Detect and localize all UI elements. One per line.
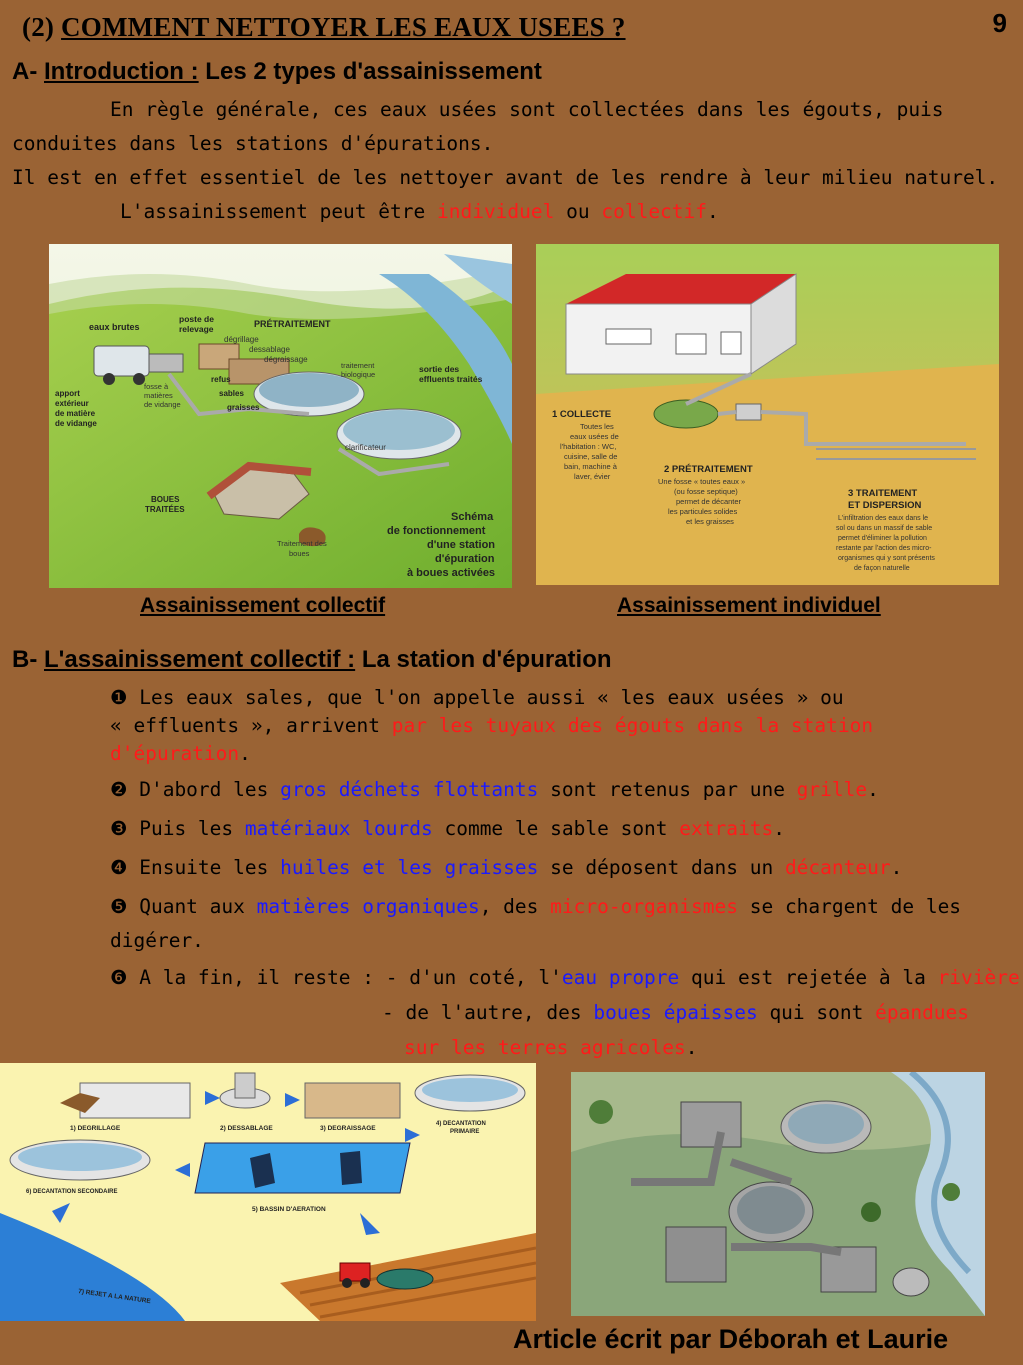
label-fosse: matières [144,391,173,400]
label-traitement-desc: L'infiltration des eaux dans le [838,515,929,522]
treatment-process-image [0,1063,536,1321]
step-text: qui sont [757,1001,876,1024]
label-traitement-boues: boues [289,549,310,558]
label-pretraitement: PRÉTRAITEMENT [254,319,331,329]
label-eaux-brutes: eaux brutes [89,322,140,332]
station-aerial-image [571,1072,985,1316]
step-highlight: sur les terres agricoles [404,1036,686,1059]
step-text: qui est rejetée à la [679,966,938,989]
step-text: sont retenus par une [538,778,797,801]
step-highlight: d'épuration [110,742,240,765]
label-traitement-desc: sol ou dans un massif de sable [836,525,933,532]
schema-title: d'épuration [435,553,495,565]
step-highlight: extraits [679,817,774,840]
step-6-line-3 [404,1031,698,1065]
label-clarificateur: clarificateur [345,443,386,452]
caption-collectif: Assainissement collectif [140,594,386,617]
label-graisses: graisses [227,403,260,412]
intro-text: L'assainissement peut être [120,200,437,223]
label-sortie: effluents traités [419,374,483,384]
title-prefix: (2) [22,12,62,42]
step-marker: ❻ [110,966,128,989]
label-decantation-primaire: 4) DECANTATION [436,1121,486,1127]
label-traitement: 3 TRAITEMENT [848,488,918,499]
label-collecte-desc: eaux usées de [570,432,619,441]
intro-text: . [707,200,719,223]
label-pretraitement-desc: et les graisses [686,517,734,526]
label-collecte-desc: l'habitation : WC, [560,442,617,451]
step-1 [110,684,873,768]
collective-station-illustration [49,244,512,588]
label-boues: BOUES [151,495,180,504]
label-collecte-desc: Toutes les [580,422,614,431]
label-degrillage: dégrillage [224,335,259,344]
label-boues: TRAITÉES [145,505,185,514]
step-subject: matériaux lourds [244,817,433,840]
schema-title: d'une station [427,539,496,551]
individual-system-illustration [536,244,999,585]
label-apport: de vidange [55,419,97,428]
schema-title: de fonctionnement [387,525,486,537]
label-traitement-boues: Traitement des [277,539,327,548]
step-marker: ❶ [110,686,128,709]
step-highlight: par les tuyaux des égouts dans la station [391,714,874,737]
label-pretraitement-desc: Une fosse « toutes eaux » [658,477,746,486]
section-a-heading [12,58,542,86]
step-text: A la fin, il reste : - d'un coté, l' [127,966,562,989]
label-collecte: 1 COLLECTE [552,409,612,420]
section-b-label: L'assainissement collectif : [44,646,356,673]
step-text: Quant aux [127,895,257,918]
step-text: . [890,856,903,879]
step-2 [110,773,879,807]
step-text: - de l'autre, des [382,1001,594,1024]
step-highlight: décanteur [784,856,891,879]
intro-line-3: Il est en effet essentiel de les nettoyer avant de les rendre à leur milieu naturel. [12,166,999,189]
label-pretraitement-desc: les particules solides [668,507,738,516]
treatment-process-illustration [0,1063,536,1321]
label-rejet-nature: 7) REJET A LA NATURE [77,1288,152,1306]
step-highlight: grille [796,778,868,801]
step-highlight: épandues [875,1001,970,1024]
label-apport: apport [55,389,80,398]
step-marker: ❸ [110,817,128,840]
label-sables: sables [219,389,244,398]
step-marker: ❷ [110,778,128,801]
step-subject: gros déchets flottants [280,778,539,801]
section-a-label: Introduction : [44,58,199,85]
label-apport: extérieur [55,399,89,408]
step-text: se chargent de les [737,895,962,918]
step-subject: matières organiques [256,895,480,918]
step-marker: ❺ [110,895,128,918]
label-traitement: ET DISPERSION [848,500,922,511]
step-text: . [773,817,785,840]
step-text: . [685,1036,698,1059]
individual-system-image [536,244,999,585]
label-bassin-aeration: 5) BASSIN D'AERATION [252,1206,326,1213]
intro-line-2: conduites dans les stations d'épurations. [12,132,494,155]
label-traitement: traitement [341,361,375,370]
section-b-heading [12,646,612,674]
label-fosse: fosse à [144,382,169,391]
step-4 [110,851,902,885]
step-5-line-1 [110,890,961,924]
label-dessablage: 2) DESSABLAGE [220,1125,273,1132]
label-decantation-secondaire: 6) DECANTATION SECONDAIRE [26,1189,118,1195]
step-6-line-2 [382,996,969,1030]
label-decantation-primaire: PRIMAIRE [450,1129,480,1135]
step-5 [110,890,961,958]
label-collecte-desc: laver, évier [574,472,611,481]
label-fosse: de vidange [144,400,181,409]
section-a-letter: A- [12,58,44,85]
intro-text: ou [554,200,602,223]
intro-collectif: collectif [601,200,708,223]
step-6 [110,961,1020,995]
step-text: Ensuite les [127,856,281,879]
step-highlight: rivière [937,966,1020,989]
step-3 [110,812,785,846]
section-b-letter: B- [12,646,44,673]
caption-individuel: Assainissement individuel [617,594,881,617]
schema-title: Schéma [451,511,494,523]
label-degrillage: 1) DEGRILLAGE [70,1125,121,1132]
step-text: se déposent dans un [538,856,785,879]
label-traitement-desc: restante par l'action des micro- [836,545,932,552]
article-credit: Article écrit par Déborah et Laurie [513,1324,949,1354]
station-aerial-illustration [571,1072,985,1316]
intro-individuel: individuel [436,200,555,223]
label-traitement-desc: permet d'éliminer la pollution [838,535,927,542]
label-pretraitement-desc: (ou fosse septique) [674,487,738,496]
step-1-line-2 [110,712,873,740]
label-pretraitement: 2 PRÉTRAITEMENT [664,464,753,475]
step-text: , des [479,895,551,918]
label-poste: poste de [179,314,214,324]
label-collecte-desc: bain, machine à [564,462,617,471]
intro-line-4 [120,195,719,229]
step-marker: ❹ [110,856,128,879]
label-dessablage: dessablage [249,345,290,354]
section-b-rest: La station d'épuration [355,646,612,673]
label-traitement-desc: organismes qui y sont présents [838,555,935,562]
page-number: 9 [992,8,1007,38]
label-apport: de matière [55,409,96,418]
step-text: . [239,742,251,765]
label-pretraitement-desc: permet de décanter [676,497,742,506]
label-degraissage: 3) DEGRAISSAGE [320,1125,376,1132]
step-text: Les eaux sales, que l'on appelle aussi « les eaux usées » ou [127,686,844,709]
step-text: Puis les [127,817,245,840]
step-1-line-1 [110,684,873,712]
intro-line-1: En règle générale, ces eaux usées sont collectées dans les égouts, puis [110,98,944,121]
step-subject: huiles et les graisses [280,856,539,879]
page-title [22,12,626,43]
collective-station-image [49,244,512,588]
step-5-line-2: digérer. [110,929,204,952]
title-main: COMMENT NETTOYER LES EAUX USEES ? [61,12,626,42]
step-text: comme le sable sont [432,817,680,840]
section-a-rest: Les 2 types d'assainissement [198,58,542,85]
label-refus: refus [211,375,231,384]
schema-title: à boues activées [407,567,496,579]
label-sortie: sortie des [419,364,460,374]
label-relevage: relevage [179,324,214,334]
label-biologique: biologique [341,370,376,379]
step-text: « effluents », arrivent [110,714,392,737]
label-collecte-desc: cuisine, salle de [564,452,618,461]
label-degraissage: dégraissage [264,355,308,364]
step-subject: eau propre [561,966,680,989]
step-subject: boues épaisses [593,1001,758,1024]
step-text: D'abord les [127,778,281,801]
label-traitement-desc: de façon naturelle [854,565,910,572]
step-1-line-3 [110,740,873,768]
step-highlight: micro-organismes [550,895,738,918]
step-text: . [867,778,879,801]
